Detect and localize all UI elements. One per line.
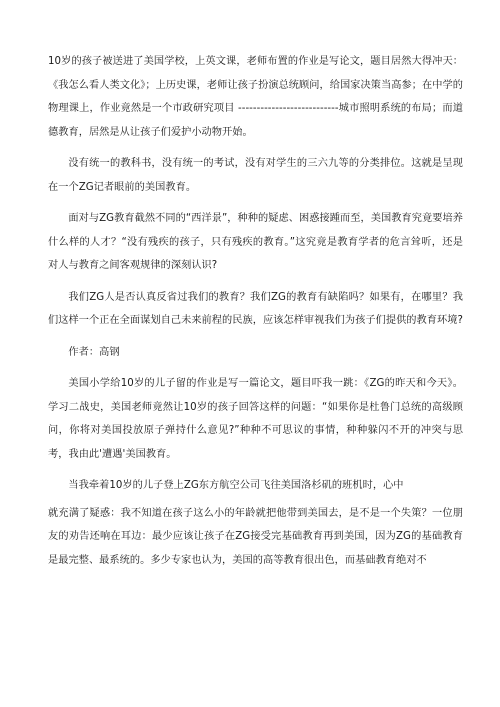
paragraph-intro: 10岁的孩子被送进了美国学校，上英文课，老师布置的作业是写论文，题目居然大得冲天：《我怎么看人类文化》；上历史课，老师让孩子扮演总统顾问，给国家决策当高参；在中学的物理课上，作业竟然是一个市政研究项目 ---------------------------城市照明系统的布局；而道德教育，居然是从让孩子们爱护小动物开始。 xyxy=(48,56,463,138)
paragraph-flight: 当我牵着10岁的儿子登上ZG东方航空公司飞往美国洛杉矶的班机时，心中 xyxy=(68,480,404,491)
paragraph-homework: 美国小学给10岁的儿子留的作业是写一篇论文，题目吓我一跳：《ZG的昨天和今天》。学习二战史，美国老师竟然让10岁的孩子回答这样的问题：“如果你是杜鲁门总统的高级顾问，你将对美国投放原子弹持什么意见?”种种不可思议的事情，种种躲闪不开的冲突与思考，我由此'遭遇'美国教育。 xyxy=(48,378,463,460)
document-page xyxy=(48,50,463,580)
author-line: 作者：高钢 xyxy=(68,346,120,358)
paragraph-doubts: 面对与ZG教育截然不同的“西洋景”，种种的疑虑、困惑接踵而至，美国教育究竟要培养什么样的人才？“没有残疾的孩子，只有残疾的教育。”这究竟是教育学者的危言耸听，还是对人与教育之间客观规律的深刻认识? xyxy=(48,213,463,271)
paragraph-no-textbook: 没有统一的教科书，没有统一的考试，没有对学生的三六九等的分类排位。这就是呈现在一个ZG记者眼前的美国教育。 xyxy=(48,158,463,193)
paragraph-doubt-continued: 就充满了疑惑：我不知道在孩子这么小的年龄就把他带到美国去，是不是一个失策？一位朋友的劝告还响在耳边：最少应该让孩子在ZG接受完基础教育再到美国，因为ZG的基础教育是最完整、最系统的。多少专家也认为，美国的高等教育很出色，而基础教育绝对不 xyxy=(48,507,463,566)
paragraph-reflection: 我们ZG人是否认真反省过我们的教育？我们ZG的教育有缺陷吗？如果有，在哪里？我们这样一个正在全面谋划自己未来前程的民族，应该怎样审视我们为孩子们提供的教育环境? xyxy=(48,291,463,326)
